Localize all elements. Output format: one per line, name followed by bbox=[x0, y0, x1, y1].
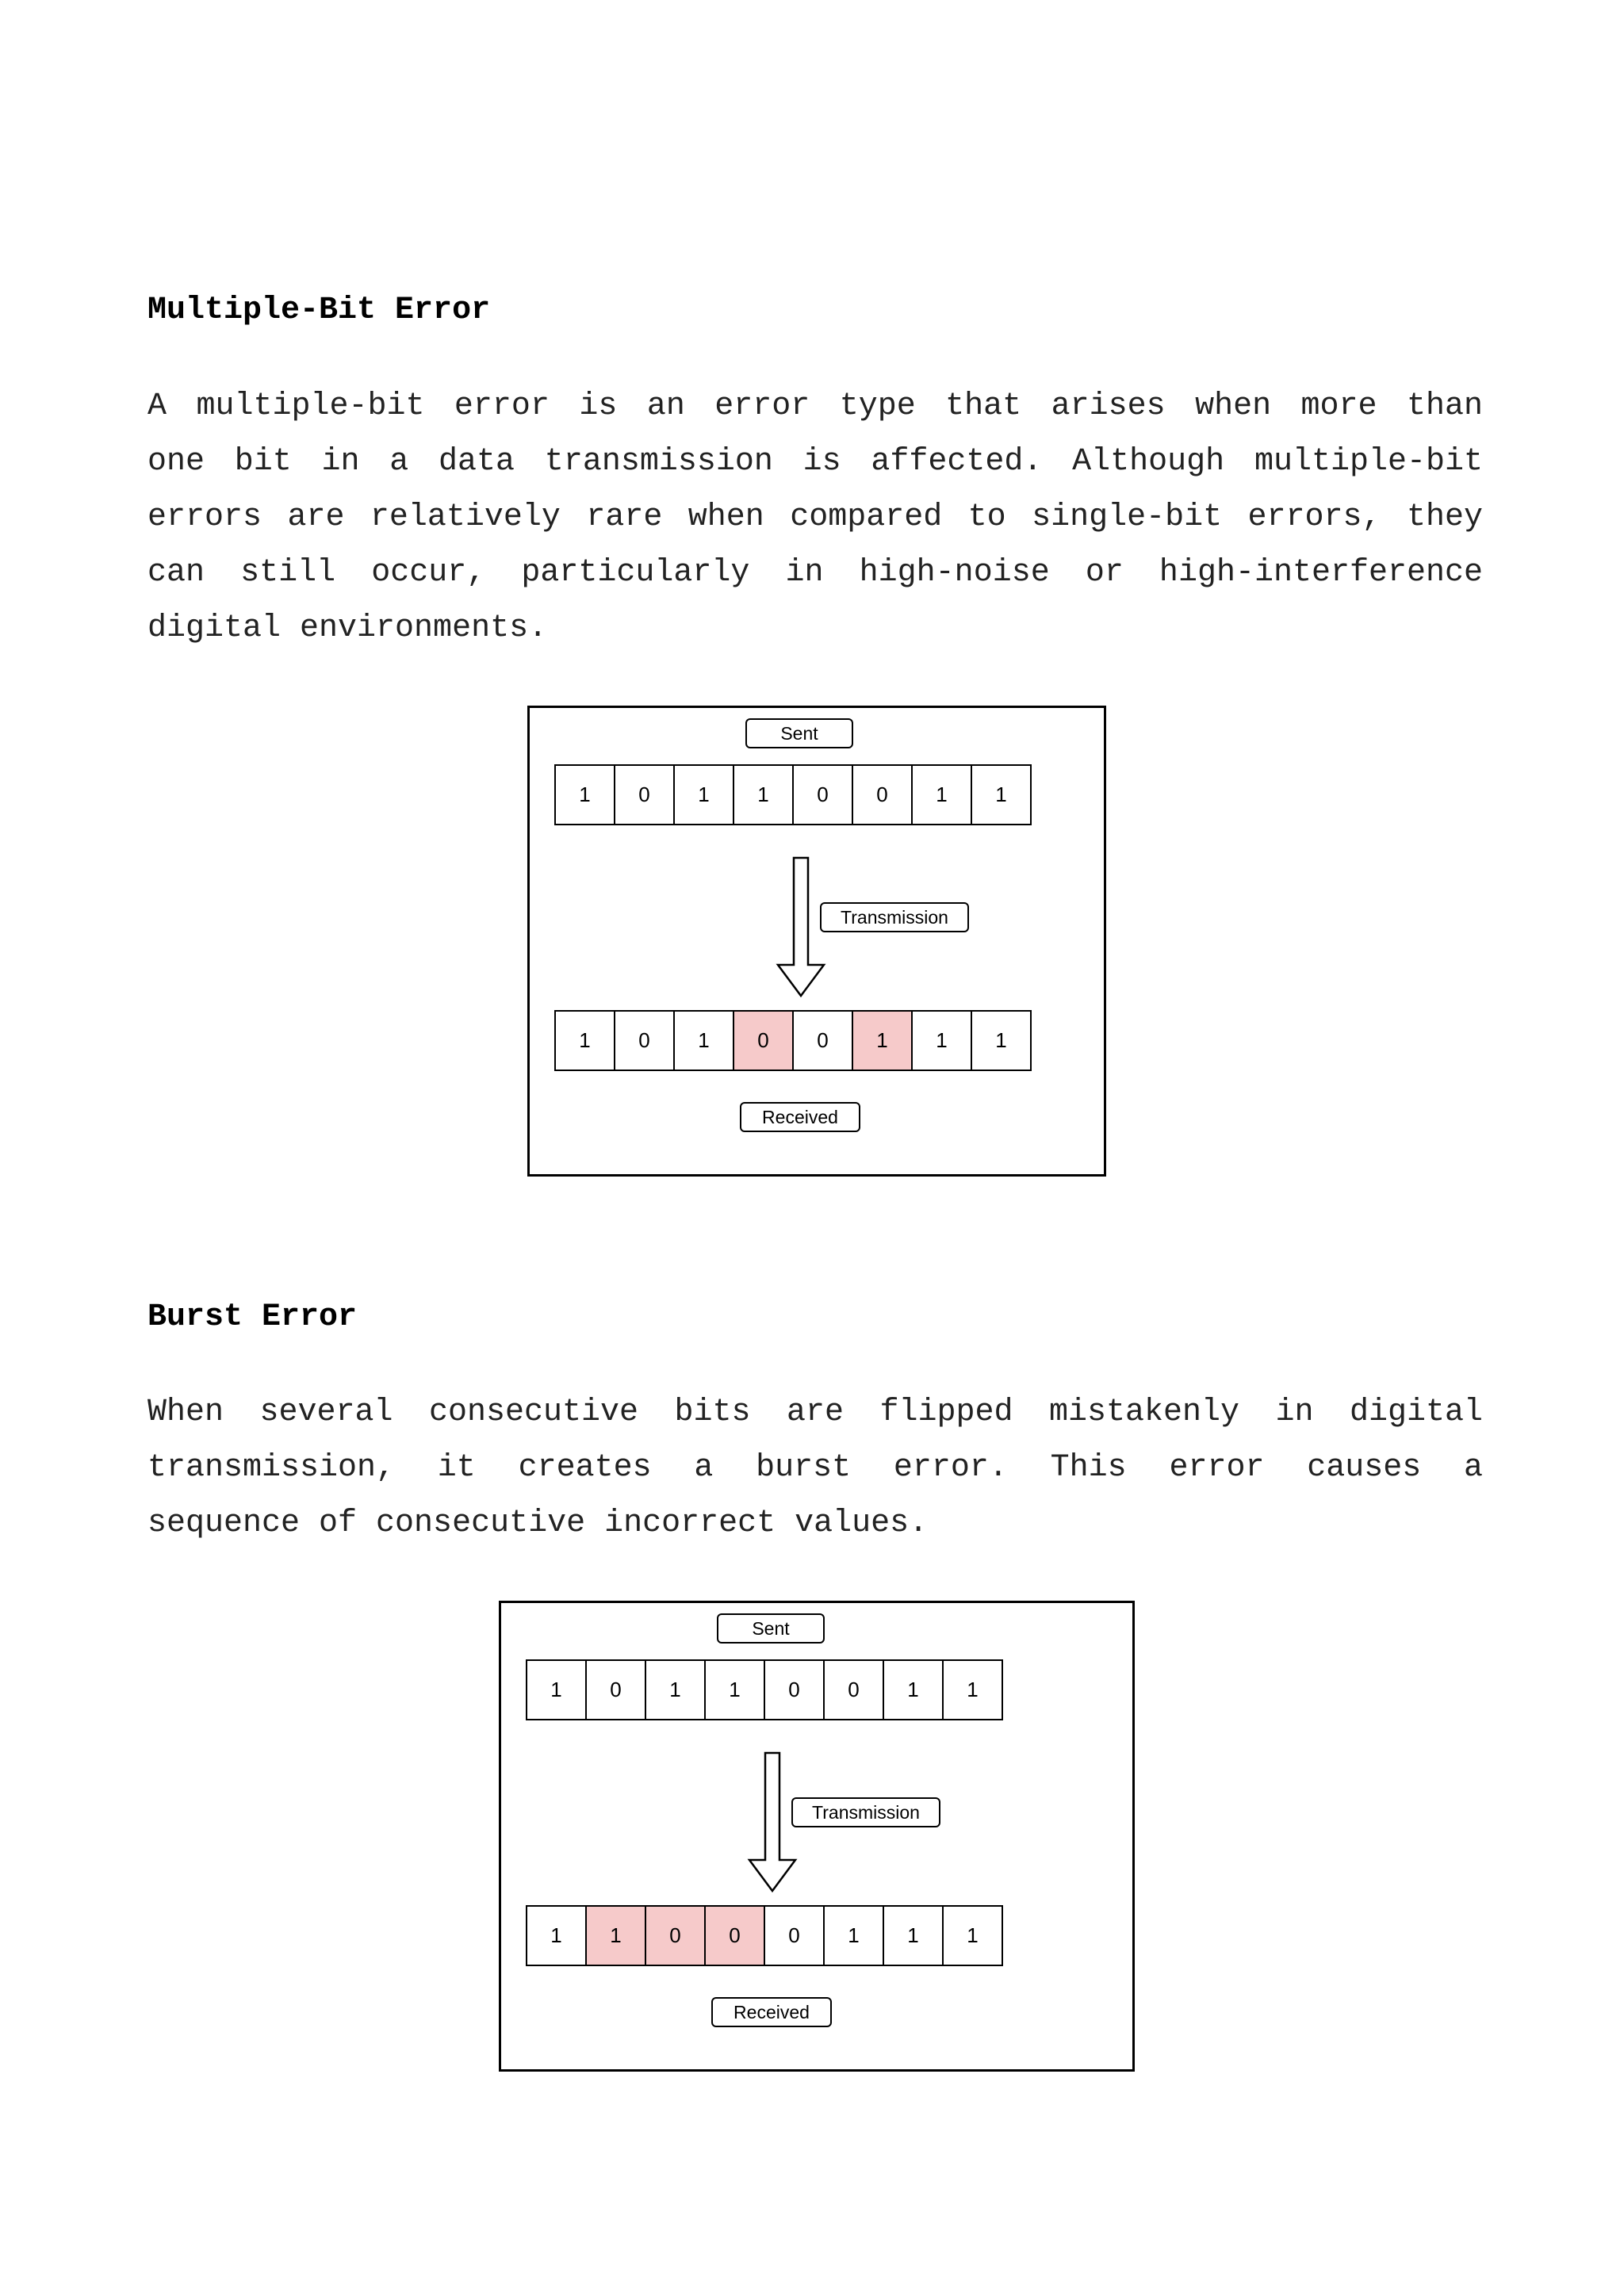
paragraph-line: can still occur, particularly in high-noise or high-interference bbox=[147, 555, 1483, 591]
received-label: Received bbox=[711, 1997, 832, 2027]
section-paragraph-burst-error bbox=[147, 1385, 1483, 1552]
sent-bit: 1 bbox=[971, 764, 1032, 825]
sent-bit: 0 bbox=[764, 1659, 825, 1720]
received-bit: 1 bbox=[911, 1010, 972, 1071]
received-bit-error: 1 bbox=[585, 1905, 646, 1966]
received-bit-row bbox=[554, 1010, 1032, 1071]
received-bit: 1 bbox=[526, 1905, 587, 1966]
transmission-label: Transmission bbox=[791, 1797, 940, 1827]
sent-bit: 1 bbox=[733, 764, 794, 825]
received-label: Received bbox=[740, 1102, 860, 1132]
received-bit-error: 1 bbox=[852, 1010, 913, 1071]
sent-bit: 0 bbox=[823, 1659, 884, 1720]
figure-multiple-bit-error bbox=[527, 706, 1106, 1177]
received-bit-error: 0 bbox=[645, 1905, 706, 1966]
received-bit: 1 bbox=[971, 1010, 1032, 1071]
sent-bit: 0 bbox=[614, 764, 675, 825]
received-bit: 1 bbox=[942, 1905, 1003, 1966]
paragraph-line: digital environments. bbox=[147, 610, 548, 646]
paragraph-line: When several consecutive bits are flipped mistakenly in digital bbox=[147, 1395, 1483, 1430]
received-bit: 1 bbox=[823, 1905, 884, 1966]
sent-bit: 0 bbox=[852, 764, 913, 825]
sent-label: Sent bbox=[745, 718, 853, 748]
transmission-label: Transmission bbox=[820, 902, 969, 932]
paragraph-line: errors are relatively rare when compared to single-bit errors, they bbox=[147, 499, 1483, 535]
received-bit: 1 bbox=[883, 1905, 944, 1966]
received-bit: 1 bbox=[673, 1010, 734, 1071]
sent-bit: 0 bbox=[792, 764, 853, 825]
sent-bit: 1 bbox=[645, 1659, 706, 1720]
received-bit: 1 bbox=[554, 1010, 615, 1071]
section-heading-multiple-bit-error: Multiple-Bit Error bbox=[147, 293, 491, 328]
section-paragraph-multiple-bit-error bbox=[147, 379, 1483, 656]
sent-bit: 1 bbox=[704, 1659, 765, 1720]
received-bit-error: 0 bbox=[733, 1010, 794, 1071]
sent-bit: 1 bbox=[526, 1659, 587, 1720]
sent-bit: 1 bbox=[554, 764, 615, 825]
sent-bit: 1 bbox=[673, 764, 734, 825]
sent-bit: 0 bbox=[585, 1659, 646, 1720]
paragraph-line: one bit in a data transmission is affected. Although multiple-bit bbox=[147, 444, 1483, 480]
sent-bit-row bbox=[554, 764, 1032, 825]
sent-bit: 1 bbox=[883, 1659, 944, 1720]
paragraph-line: transmission, it creates a burst error. This error causes a bbox=[147, 1450, 1483, 1486]
sent-label: Sent bbox=[717, 1613, 825, 1644]
received-bit-row bbox=[526, 1905, 1003, 1966]
received-bit: 0 bbox=[764, 1905, 825, 1966]
received-bit: 0 bbox=[614, 1010, 675, 1071]
sent-bit-row bbox=[526, 1659, 1003, 1720]
figure-burst-error bbox=[499, 1601, 1135, 2072]
received-bit-error: 0 bbox=[704, 1905, 765, 1966]
paragraph-line: A multiple-bit error is an error type that arises when more than bbox=[147, 388, 1483, 424]
section-heading-burst-error: Burst Error bbox=[147, 1299, 358, 1335]
sent-bit: 1 bbox=[911, 764, 972, 825]
sent-bit: 1 bbox=[942, 1659, 1003, 1720]
paragraph-line: sequence of consecutive incorrect values. bbox=[147, 1506, 929, 1541]
received-bit: 0 bbox=[792, 1010, 853, 1071]
